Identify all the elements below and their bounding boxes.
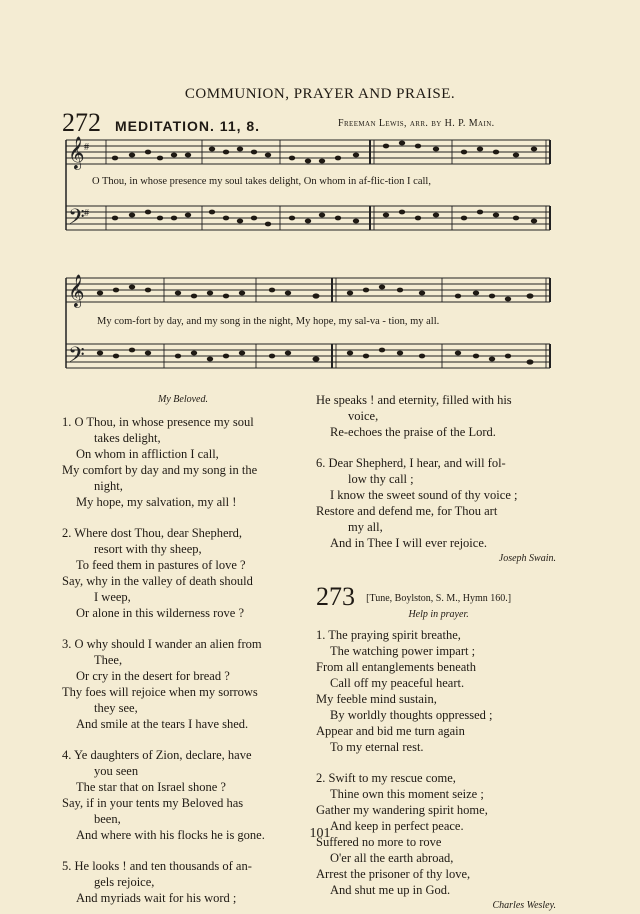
svg-text:𝄞: 𝄞	[68, 138, 85, 169]
hymn-number: 272	[62, 108, 101, 137]
stanza-line: 2. Swift to my rescue come,	[316, 771, 456, 785]
stanza-line: Gather my wandering spirit home,	[316, 803, 488, 817]
stanza-line: Thine own this moment seize ;	[330, 787, 484, 801]
stanza-line: Or alone in this wilderness rove ?	[76, 606, 245, 620]
stanza-line: And myriads wait for his word ;	[76, 891, 237, 905]
lyric-line-1: O Thou, in whose presence my soul takes delight, On whom in af-flic-tion I call,	[92, 176, 431, 187]
hymn-number-273: 273	[316, 582, 355, 611]
stanza-line: night,	[94, 479, 123, 493]
stanza-line: takes delight,	[94, 431, 161, 445]
stanza-line: Appear and bid me turn again	[316, 724, 465, 738]
stanza-line: Re-echoes the praise of the Lord.	[330, 425, 496, 439]
stanza-line: 3. O why should I wander an alien from	[62, 637, 262, 651]
stanza-line: 5. He looks ! and ten thousands of an-	[62, 859, 252, 873]
stanza-line: From all entanglements beneath	[316, 660, 477, 674]
stanza-line: 4. Ye daughters of Zion, declare, have	[62, 748, 252, 762]
composer-credit: Freeman Lewis, arr. by H. P. Main.	[338, 118, 495, 129]
stanza-line: resort with thy sheep,	[94, 542, 202, 556]
svg-text:#: #	[84, 142, 89, 153]
stanza-line: And where with his flocks he is gone.	[76, 828, 265, 842]
stanza-line: Say, if in your tents my Beloved has	[62, 796, 244, 810]
stanza-line: My comfort by day and my song in the	[62, 463, 258, 477]
stanza-line: you seen	[94, 764, 139, 778]
stanza-line: My hope, my salvation, my all !	[76, 495, 237, 509]
stanza-line: my all,	[348, 520, 383, 534]
stanza-line: And shut me up in God.	[330, 883, 451, 897]
stanza-line: And in Thee I will ever rejoice.	[330, 536, 488, 550]
stanza-line: Say, why in the valley of death should	[62, 574, 253, 588]
author-credit: Joseph Swain.	[498, 553, 556, 564]
page-number: 101	[309, 826, 331, 841]
lyric-line-2: My com-fort by day, and my song in the night, My hope, my sal-va - tion, my all.	[97, 316, 440, 327]
stanza-line: been,	[94, 812, 121, 826]
stanza-line: Thee,	[94, 653, 123, 667]
stanza-line: I know the sweet sound of thy voice ;	[330, 488, 518, 502]
stanza-line: O'er all the earth abroad,	[330, 851, 454, 865]
stanza-line: And smile at the tears I have shed.	[76, 717, 249, 731]
stanza-line: To my eternal rest.	[330, 740, 424, 754]
stanza-line: To feed them in pastures of love ?	[76, 558, 246, 572]
stanza-line: My feeble mind sustain,	[316, 692, 437, 706]
stanza-line: On whom in affliction I call,	[76, 447, 219, 461]
stanza-line: gels rejoice,	[94, 875, 155, 889]
stanza-line: voice,	[348, 409, 379, 423]
stanza-line: The star that on Israel shone ?	[76, 780, 226, 794]
stanza-line: And keep in perfect peace.	[330, 819, 464, 833]
music-staff-system-2	[60, 272, 554, 382]
stanza-line: 1. The praying spirit breathe,	[316, 628, 461, 642]
svg-text:𝄞: 𝄞	[68, 276, 85, 307]
stanza-line: Arrest the prisoner of thy love,	[316, 867, 471, 881]
tune-name: MEDITATION. 11, 8.	[115, 118, 261, 134]
stanza-line: Or cry in the desert for bread ?	[76, 669, 230, 683]
stanza-line: low thy call ;	[348, 472, 414, 486]
stanza-line: I weep,	[94, 590, 131, 604]
hymn-subtitle: My Beloved.	[158, 394, 208, 405]
stanza-line: 6. Dear Shepherd, I hear, and will fol-	[316, 456, 506, 470]
author-credit: Charles Wesley.	[492, 900, 556, 911]
stanza-line: Call off my peaceful heart.	[330, 676, 465, 690]
tune-reference: [Tune, Boylston, S. M., Hymn 160.]	[366, 593, 512, 604]
svg-text:#: #	[84, 208, 89, 219]
stanza-line: 1. O Thou, in whose presence my soul	[62, 415, 254, 429]
stanza-line: they see,	[94, 701, 138, 715]
stanza-line: 2. Where dost Thou, dear Shepherd,	[62, 526, 243, 540]
stanza-line: He speaks ! and eternity, filled with his	[316, 393, 512, 407]
svg-text:𝄢: 𝄢	[68, 205, 85, 234]
stanza-line: Thy foes will rejoice when my sorrows	[62, 685, 258, 699]
hymn-subtitle: Help in prayer.	[408, 609, 469, 620]
stanza-line: Suffered no more to rove	[316, 835, 442, 849]
section-title: COMMUNION, PRAYER AND PRAISE.	[184, 86, 456, 102]
stanza-line: By worldly thoughts oppressed ;	[330, 708, 493, 722]
music-staff-system-1	[60, 134, 554, 244]
stanza-line: The watching power impart ;	[330, 644, 476, 658]
svg-text:𝄢: 𝄢	[68, 343, 85, 372]
stanza-line: Restore and defend me, for Thou art	[316, 504, 498, 518]
